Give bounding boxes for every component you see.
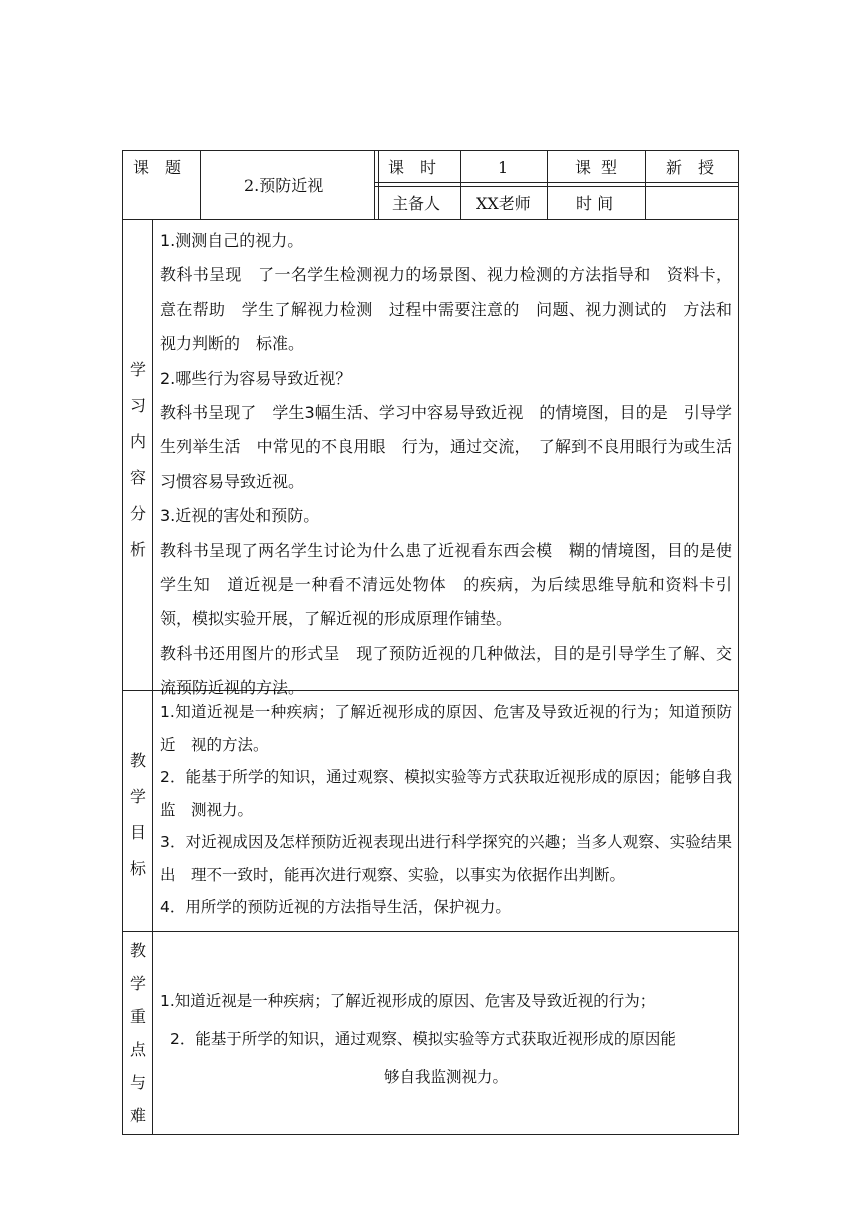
analysis-label: 学 习 内 容 分 析	[129, 360, 146, 559]
analysis-heading-1: 1.测测自己的视力。	[160, 231, 304, 250]
type-value: 新 授	[666, 158, 715, 177]
goal-item: 3．对近视成因及怎样预防近视表现出进行科学探究的兴趣；当多人观察、实验结果出 理不一致时，能再次进行观察、实验，以事实为依据作出判断。	[160, 833, 732, 884]
topic-label: 课 题	[133, 158, 182, 177]
key-point-line-3: 够自我监测视力。	[383, 1068, 508, 1086]
goal-item: 2．能基于所学的知识，通过观察、模拟实验等方式获取近视形成的原因；能够自我监 测视力。	[160, 768, 732, 819]
analysis-paragraph-3: 教科书呈现了两名学生讨论为什么患了近视看东西会模 糊的情境图，目的是使学生知 道近视是一种看不清远处物体 的疾病，为后续思维导航和资料卡引领，模拟实验开展，了解近视的形成原理作铺垫。	[160, 540, 732, 629]
preparer-value: XX老师	[476, 194, 531, 213]
time-label: 时 间	[576, 194, 614, 213]
goal-item: 1.知道近视是一种疾病；了解近视形成的原因、危害及导致近视的行为；知道预防近 视的方法。	[160, 703, 732, 754]
key-points-label: 教 学 重 点 与 难	[129, 941, 146, 1125]
key-point-line-1: 1.知道近视是一种疾病；了解近视形成的原因、危害及导致近视的行为；	[160, 992, 656, 1010]
key-point-line-2: 2．能基于所学的知识，通过观察、模拟实验等方式获取近视形成的原因能	[170, 1030, 676, 1048]
goal-item: 4．用所学的预防近视的方法指导生活，保护视力。	[160, 898, 511, 916]
key-points-content	[160, 982, 732, 1096]
goals-content	[160, 696, 732, 924]
preparer-label: 主备人	[392, 194, 441, 213]
goals-label: 教 学 目 标	[129, 751, 146, 878]
analysis-paragraph-2: 教科书呈现了 学生3幅生活、学习中容易导致近视 的情境图，目的是 引导学生列举生活 中常见的不良用眼 行为，通过交流， 了解到不良用眼行为或生活习惯容易导致近视。	[160, 403, 732, 491]
analysis-content	[160, 224, 732, 706]
topic-value: 2.预防近视	[244, 176, 324, 195]
analysis-heading-3: 3.近视的害处和预防。	[160, 506, 320, 526]
analysis-paragraph-4: 教科书还用图片的形式呈 现了预防近视的几种做法，目的是引导学生了解、交流预防近视的方法。	[160, 643, 732, 698]
hours-label: 课 时	[388, 158, 437, 177]
type-label: 课型	[575, 158, 628, 177]
analysis-paragraph-1: 教科书呈现 了一名学生检测视力的场景图、视力检测的方法指导和 资料卡，意在帮助 学生了解视力检测 过程中需要注意的 问题、视力测试的 方法和视力判断的 标准。	[160, 265, 732, 354]
hours-value: 1	[498, 158, 509, 177]
analysis-heading-2: 2.哪些行为容易导致近视？	[160, 368, 352, 388]
